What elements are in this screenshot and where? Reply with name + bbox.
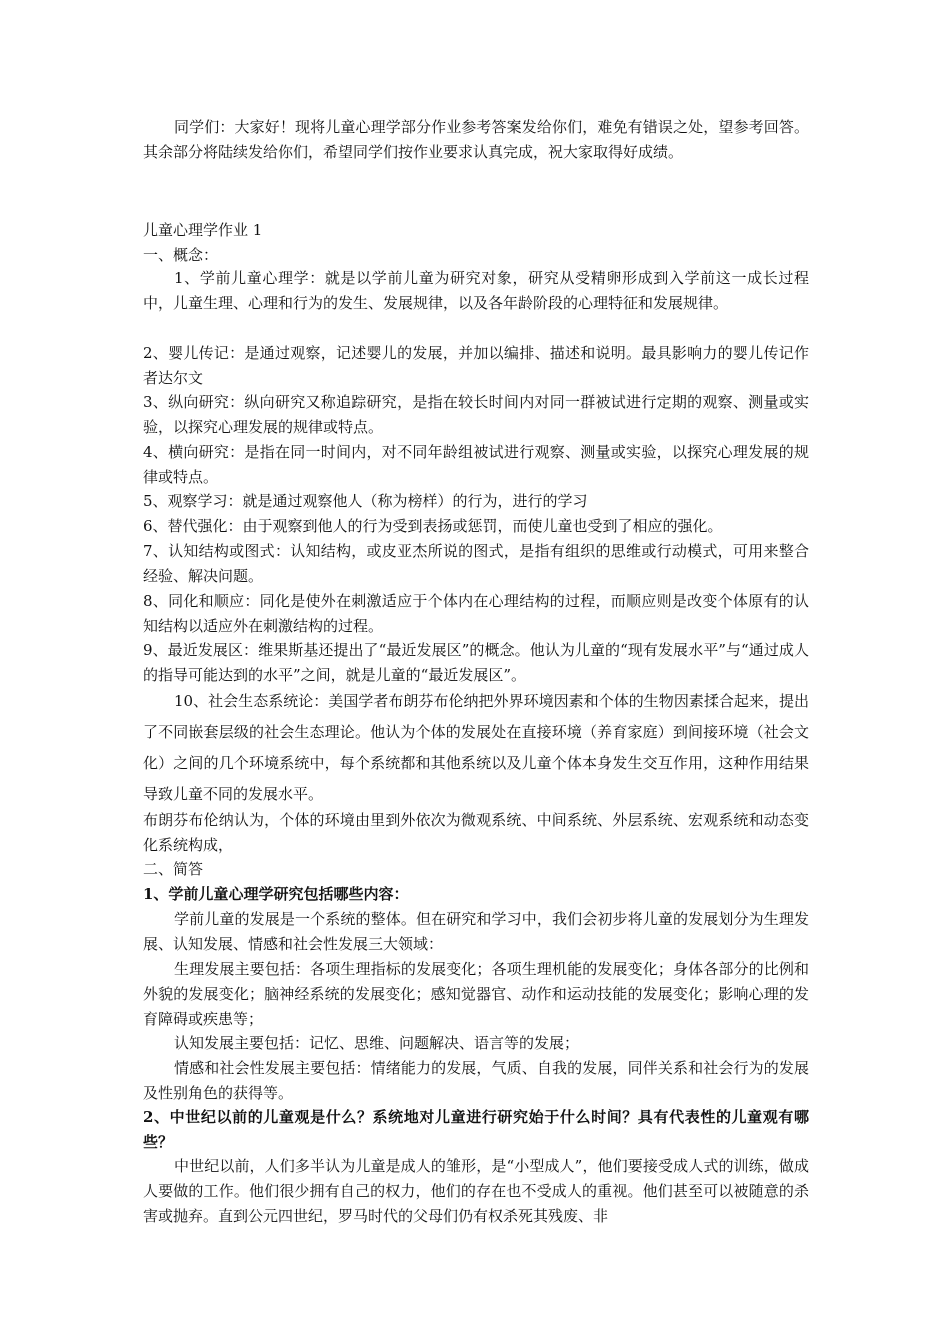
concept-item: 3、纵向研究：纵向研究又称追踪研究，是指在较长时间内对同一群被试进行定期的观察、测量或实验，以探究心理发展的规律或特点。 [143, 393, 809, 436]
intro-paragraph: 同学们：大家好！现将儿童心理学部分作业参考答案发给你们，难免有错误之处，望参考回答。其余部分将陆续发给你们，希望同学们按作业要求认真完成，祝大家取得好成绩。 [143, 118, 809, 161]
concept-item: 布朗芬布伦纳认为，个体的环境由里到外依次为微观系统、中间系统、外层系统、宏观系统和动态变化系统构成， [143, 811, 809, 854]
document-title: 儿童心理学作业 1 [143, 221, 263, 239]
section-heading-concepts: 一、概念： [143, 246, 219, 264]
answer-paragraph: 中世纪以前，人们多半认为儿童是成人的雏形，是“小型成人”，他们要接受成人式的训练，做成人要做的工作。他们很少拥有自己的权力，他们的存在也不受成人的重视。他们甚至可以被随意的杀害或抛弃。直到公元四世纪，罗马时代的父母们仍有权杀死其残废、非 [143, 1157, 809, 1225]
concept-item: 4、横向研究：是指在同一时间内，对不同年龄组被试进行观察、测量或实验，以探究心理发展的规律或特点。 [143, 443, 809, 486]
answer-paragraph: 情感和社会性发展主要包括：情绪能力的发展，气质、自我的发展，同伴关系和社会行为的发展及性别角色的获得等。 [143, 1059, 809, 1102]
concept-item: 5、观察学习：就是通过观察他人（称为榜样）的行为，进行的学习 [143, 492, 588, 510]
question-heading: 2、中世纪以前的儿童观是什么？系统地对儿童进行研究始于什么时间？具有代表性的儿童观有哪些？ [143, 1108, 809, 1151]
concept-item: 2、婴儿传记：是通过观察，记述婴儿的发展，并加以编排、描述和说明。最具影响力的婴儿传记作者达尔文 [143, 344, 809, 387]
concept-item: 9、最近发展区：维果斯基还提出了“最近发展区”的概念。他认为儿童的“现有发展水平”与“通过成人的指导可能达到的水平”之间，就是儿童的“最近发展区”。 [143, 641, 809, 684]
concept-item: 7、认知结构或图式：认知结构，或皮亚杰所说的图式，是指有组织的思维或行动模式，可用来整合经验、解决问题。 [143, 542, 809, 585]
answer-paragraph: 认知发展主要包括：记忆、思维、问题解决、语言等的发展； [174, 1034, 580, 1052]
concept-item: 8、同化和顺应：同化是使外在刺激适应于个体内在心理结构的过程，而顺应则是改变个体原有的认知结构以适应外在刺激结构的过程。 [143, 592, 809, 635]
concept-item: 6、替代强化：由于观察到他人的行为受到表扬或惩罚，而使儿童也受到了相应的强化。 [143, 517, 723, 535]
question-heading: 1、学前儿童心理学研究包括哪些内容： [143, 885, 409, 903]
section-heading-short-answer: 二、简答 [143, 860, 204, 878]
concept-item: 10、社会生态系统论：美国学者布朗芬布伦纳把外界环境因素和个体的生物因素揉合起来，提出了不同嵌套层级的社会生态理论。他认为个体的发展处在直接环境（养育家庭）到间接环境（社会文化）之间的几个环境系统中，每个系统都和其他系统以及儿童个体本身发生交互作用，这种作用结果导致儿童不同的发展水平。 [143, 692, 809, 803]
answer-paragraph: 生理发展主要包括：各项生理指标的发展变化；各项生理机能的发展变化；身体各部分的比例和外貌的发展变化；脑神经系统的发展变化；感知觉器官、动作和运动技能的发展变化；影响心理的发育障碍或疾患等； [143, 960, 809, 1028]
answer-paragraph: 学前儿童的发展是一个系统的整体。但在研究和学习中，我们会初步将儿童的发展划分为生理发展、认知发展、情感和社会性发展三大领域： [143, 910, 809, 953]
concept-item: 1、学前儿童心理学：就是以学前儿童为研究对象，研究从受精卵形成到入学前这一成长过程中，儿童生理、心理和行为的发生、发展规律，以及各年龄阶段的心理特征和发展规律。 [143, 269, 809, 312]
